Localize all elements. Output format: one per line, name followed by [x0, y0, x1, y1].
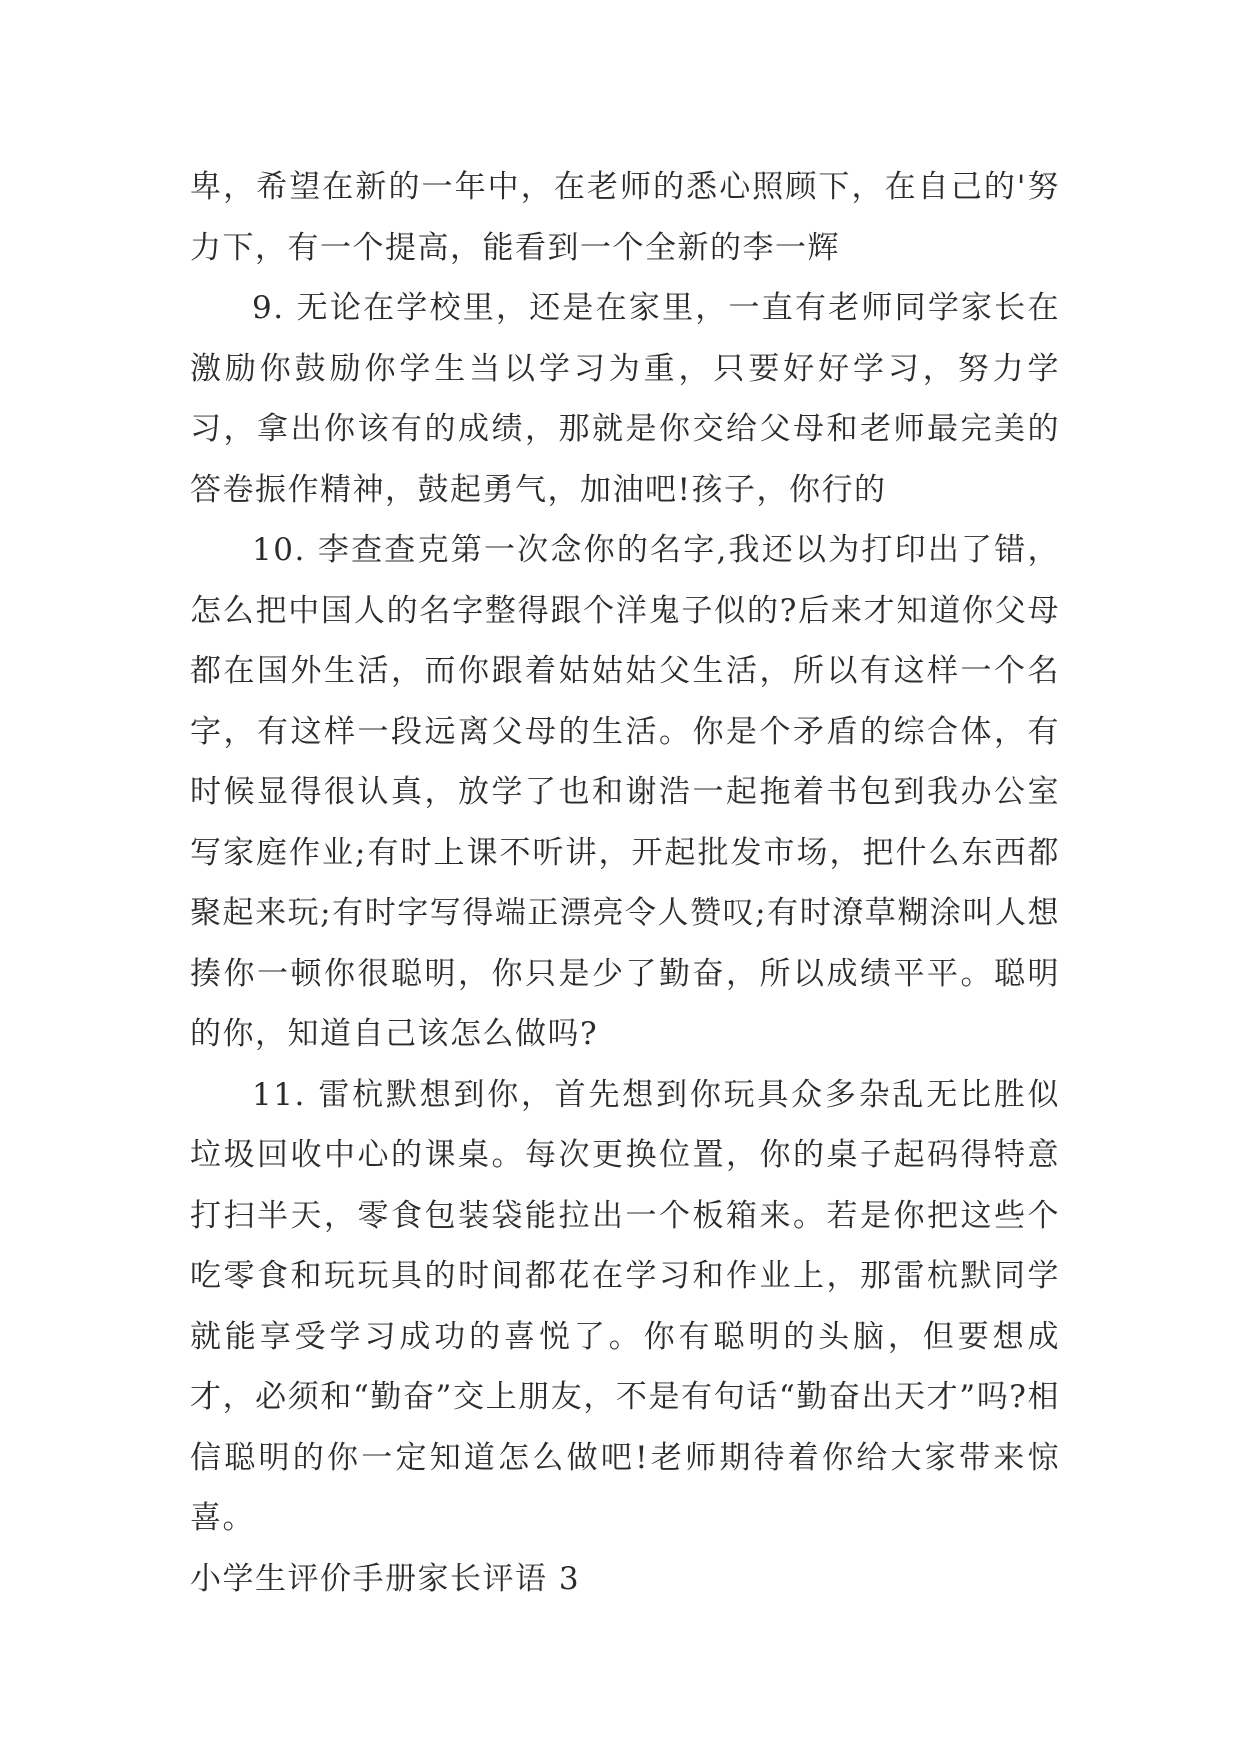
paragraph-item-10: 10. 李查查克第一次念你的名字,我还以为打印出了错，怎么把中国人的名字整得跟个洋鬼子似的?后来才知道你父母都在国外生活，而你跟着姑姑姑父生活，所以有这样一个名字，有这样一段远离父母的生活。你是个矛盾的综合体，有时候显得很认真，放学了也和谢浩一起拖着书包到我办公室写家庭作业;有时上课不听讲，开起批发市场，把什么东西都聚起来玩;有时字写得端正漂亮令人赞叹;有时潦草糊涂叫人想揍你一顿你很聪明，你只是少了勤奋，所以成绩平平。聪明的你，知道自己该怎么做吗?: [190, 532, 1060, 1052]
paragraph-item-9: 9. 无论在学校里，还是在家里，一直有老师同学家长在激励你鼓励你学生当以学习为重，只要好好学习，努力学习，拿出你该有的成绩，那就是你交给父母和老师最完美的答卷振作精神，鼓起勇气，加油吧!孩子，你行的: [190, 290, 1060, 508]
document-body: [190, 157, 1060, 1609]
section-heading: 小学生评价手册家长评语 3: [190, 1560, 581, 1597]
paragraph-item-11: 11. 雷杭默想到你，首先想到你玩具众多杂乱无比胜似垃圾回收中心的课桌。每次更换位置，你的桌子起码得特意打扫半天，零食包装袋能拉出一个板箱来。若是你把这些个吃零食和玩玩具的时间都花在学习和作业上，那雷杭默同学就能享受学习成功的喜悦了。你有聪明的头脑，但要想成才，必须和“勤奋”交上朋友，不是有句话“勤奋出天才”吗?相信聪明的你一定知道怎么做吧!老师期待着你给大家带来惊喜。: [190, 1076, 1060, 1536]
paragraph-continuation: 卑，希望在新的一年中，在老师的悉心照顾下，在自己的'努力下，有一个提高，能看到一个全新的李一辉: [190, 169, 1060, 266]
